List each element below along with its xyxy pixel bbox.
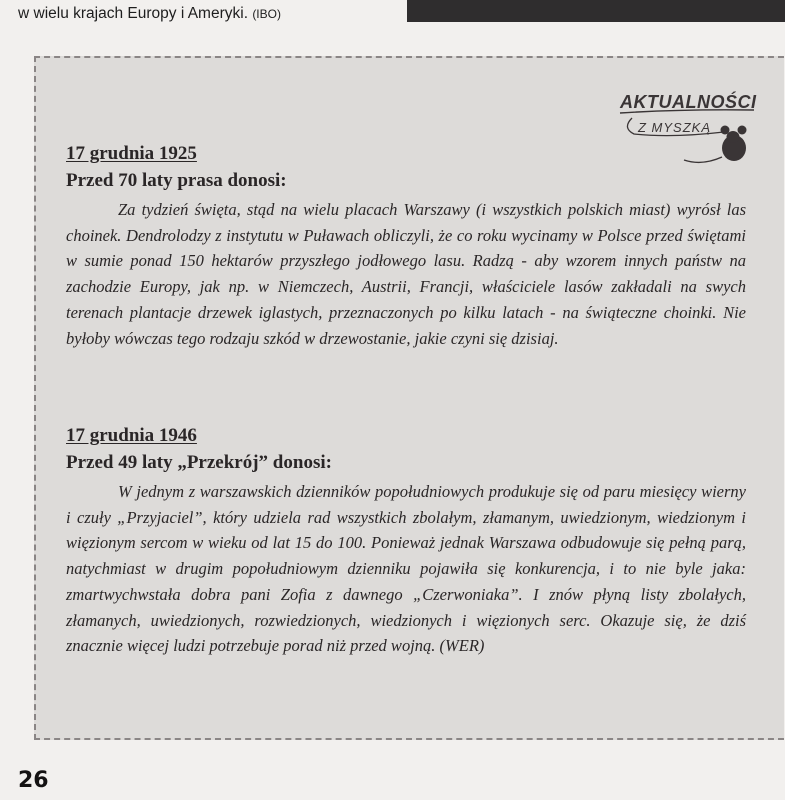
continued-text-line: [18, 5, 281, 23]
dark-header-bar: [407, 0, 785, 22]
article-date: 17 grudnia 1925: [66, 143, 197, 164]
article-headline: Przed 49 laty „Przekrój” donosi:: [66, 452, 332, 473]
page-number: 26: [18, 768, 49, 793]
continued-text: w wielu krajach Europy i Ameryki.: [18, 5, 248, 22]
article-1946: [66, 424, 746, 659]
article-text: Za tydzień święta, stąd na wielu placach Warszawy (i wszystkich polskich miast) wyrósł las choinek. Dendrolodzy z instytutu w Puławach obliczyli, że co roku wycinamy w Polsce przed świętami w sumie ponad 150 hektarów przyszłego jodłowego lasu. Radzą - aby wzorem innych państw na zachodzie Europy, jak np. w Niemczech, Austrii, Francji, właściciele lasów zakładali na swych terenach plantacje drzewek iglastych, przeznaczonych po kilku latach - na świąteczne choinki. Nie byłoby wówczas tego rodzaju szkód w drzewostanie, jakie czyni się dzisiaj.: [66, 200, 746, 348]
article-date: 17 grudnia 1946: [66, 425, 197, 446]
article-1925: [66, 142, 746, 351]
author-credit: (IBO): [252, 7, 281, 21]
article-text: W jednym z warszawskich dzienników popołudniowych produkuje się od paru miesięcy wierny i czuły „Przyjaciel”, który udziela rad wszystkich zbolałym, złamanym, uwiedzionym, wiedzionym i więzionym sercom w wieku od lat 15 do 100. Ponieważ jednak Warszawa odbudowuje się pełną parą, natychmiast w drugim popołudniowym dzienniku pojawiła się konkurencja, i to nie byle jaka: zmartwychwstała dobra pani Zofia z dawnego „Czerwoniaka”. I znów płyną listy zbolałych, złamanych, uwiedzionych, rozwiedzionych, wiedzionych i więzionych serc. Okazuje się, że dziś znacznie więcej ludzi potrzebuje porad niż przed wojną. (WER): [66, 482, 746, 656]
logo-subtitle: Z MYSZKĄ: [638, 120, 712, 135]
article-headline: Przed 70 laty prasa donosi:: [66, 170, 287, 191]
logo-title: AKTUALNOŚCI: [620, 92, 757, 112]
